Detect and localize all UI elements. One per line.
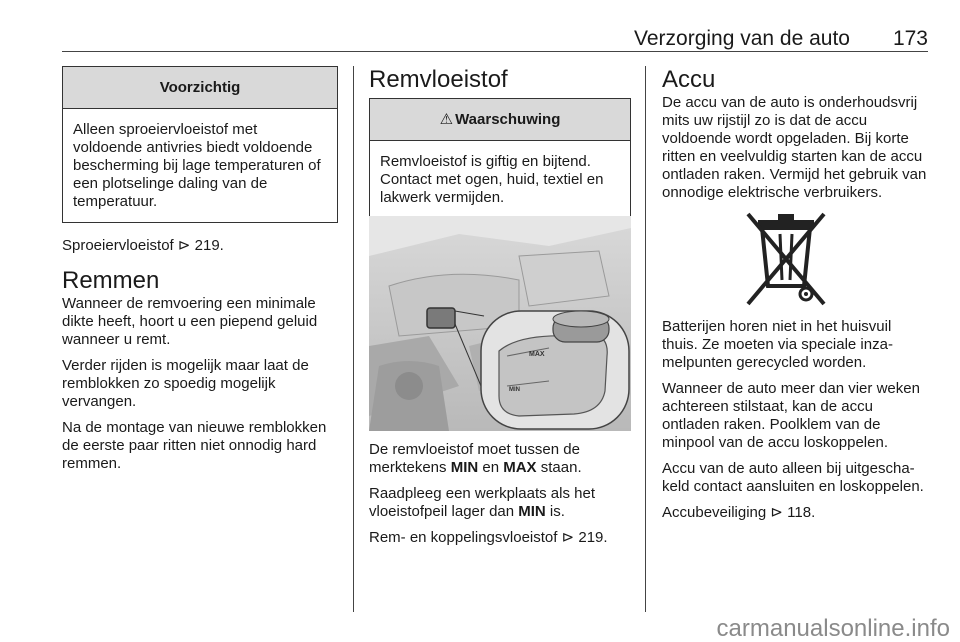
warning-header: [370, 99, 630, 141]
battery-paragraph-1: Batterijen horen niet in het huisvuil thuis. Ze moeten via speciale inzamelpunten gerecycled worden.: [662, 318, 893, 371]
column-3: [662, 66, 928, 530]
reference-arrow-icon: ⊳: [770, 504, 783, 521]
page-number: 173: [892, 27, 928, 50]
watermark: carmanualsonline.info: [716, 615, 950, 642]
header-rule: [62, 51, 928, 52]
min-mark: MIN: [450, 459, 479, 476]
brakes-paragraph-2: Verder rijden is mogelijk maar laat de remblokken zo spoedig mogelijk vervangen.: [62, 357, 309, 410]
cross-reference-label: Accubeveiliging: [662, 504, 767, 521]
reference-arrow-icon: ⊳: [177, 237, 191, 254]
column-divider-1: [353, 66, 354, 612]
column-2-body: [369, 441, 631, 555]
max-mark: MAX: [503, 459, 537, 476]
engine-bay-drawing: [369, 216, 631, 431]
caution-title: Voorzichtig: [63, 67, 337, 109]
warning-text: Remvloeistof is giftig en bijtend. Contact met ogen, huid, textiel en lakwerk vermijden.: [380, 153, 604, 206]
max-mark-label: MAX: [529, 351, 545, 358]
warning-triangle-icon: ⚠: [439, 111, 454, 128]
recycle-symbol-area: [662, 210, 928, 318]
reference-arrow-icon: ⊳: [561, 529, 575, 546]
cross-reference-page: 219.: [578, 529, 608, 546]
brake-fluid-paragraph-2: Raadpleeg een werkplaats als het vloeistofpeil lager dan MIN is.: [369, 485, 595, 520]
brake-fluid-reservoir-illustration: [369, 216, 631, 431]
battery-paragraph-2: Wanneer de auto meer dan vier weken achtereen stilstaat, kan de accu ontladen raken. Poolklem van de minpool van de accu loskoppelen.: [662, 380, 920, 451]
section-title-brakes: Remmen: [62, 267, 160, 294]
caution-text: Alleen sproeiervloeistof met voldoende antivries biedt voldoende bescherming bij lage temperaturen of een plotselinge daling van de temperatuur.: [73, 121, 321, 210]
cross-reference-page: 118.: [787, 504, 816, 521]
cross-reference[interactable]: [62, 237, 338, 255]
min-mark-label: MIN: [509, 387, 520, 393]
cross-reference[interactable]: [662, 504, 928, 522]
cross-reference[interactable]: [369, 529, 631, 547]
battery-intro: De accu van de auto is onderhoudsvrij mits uw rijstijl zo is dat de accu voldoende wordt opgeladen. Bij korte ritten en veelvuldig starten kan de accu ontladen raken. Vermijd het gebruik van onnodige elektrische verbruikers.: [662, 94, 927, 201]
column-1: [62, 66, 338, 481]
cross-reference-label: Sproeiervloeistof: [62, 237, 174, 254]
battery-paragraph-3: Accu van de auto alleen bij uitgeschakeld contact aansluiten en loskoppelen.: [662, 460, 924, 495]
cross-reference-label: Rem- en koppelingsvloeistof: [369, 529, 558, 546]
running-header-title: Verzorging van de auto: [634, 27, 850, 50]
brakes-paragraph-1: Wanneer de remvoering een minimale dikte heeft, hoort u een piepend geluid wanneer u remt.: [62, 295, 318, 348]
min-mark: MIN: [518, 503, 546, 520]
column-divider-2: [645, 66, 646, 612]
brakes-paragraph-3: Na de montage van nieuwe remblokken de eerste paar ritten niet onnodig hard remmen.: [62, 419, 327, 472]
warning-title: Waarschuwing: [455, 111, 561, 128]
cross-reference-page: 219.: [194, 237, 224, 254]
crossed-bin-icon: [744, 208, 828, 310]
column-2: [369, 66, 631, 219]
brake-fluid-paragraph-1: De remvloeistof moet tussen de merktekens MIN en MAX staan.: [369, 441, 582, 476]
section-title-battery: Accu: [662, 66, 716, 93]
caution-box: [62, 66, 338, 223]
warning-box: [369, 98, 631, 219]
section-title-brake-fluid: Remvloeistof: [369, 66, 508, 93]
